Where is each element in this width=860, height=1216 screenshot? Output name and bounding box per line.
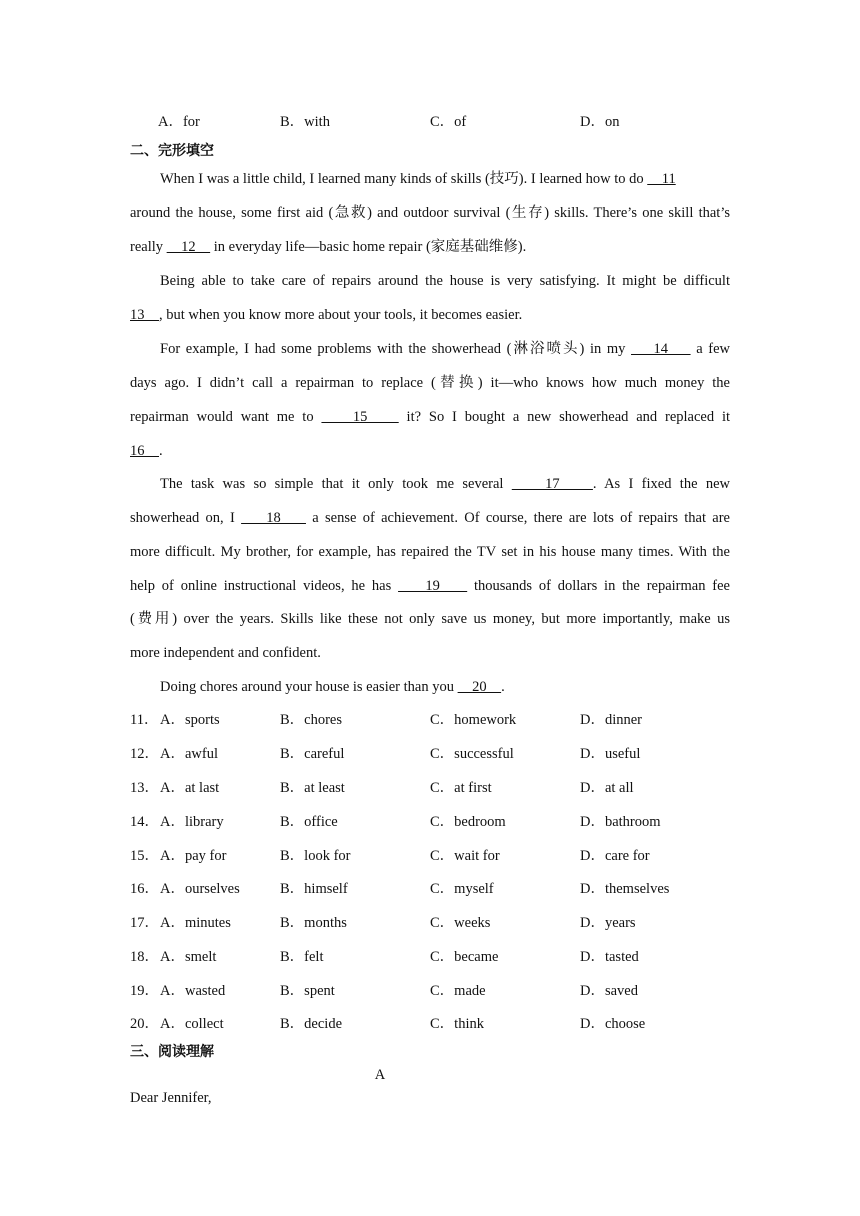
passage-line: repairman would want me to 15 it? So I bought a new showerhead and replaced it [130,409,731,425]
option-c: C．think [430,1016,484,1032]
section-heading-reading: 三、阅读理解 [130,1044,214,1060]
passage-line: For example, I had some problems with the showerhead (淋浴喷头) in my 14 a few [160,341,730,357]
passage-line: (费用) over the years. Skills like these not only save us money, but more importantly, make us [130,611,730,627]
blank-12: 12 [166,239,211,255]
option-c: C．myself [430,881,494,897]
question-row: 17．A．minutes [130,915,231,931]
option-b: B．himself [280,881,348,897]
option-b: B．decide [280,1016,343,1032]
option-b: B．at least [280,780,345,796]
question-row: 14．A．library [130,814,224,830]
passage-line: around the house, some first aid (急救) and outdoor survival (生存) skills. There’s one skill that’s [130,205,730,221]
option-d: D．years [580,915,636,931]
option-c: C．bedroom [430,814,506,830]
blank-15: 15 [321,409,399,425]
option-d: D．at all [580,780,634,796]
option-d: D．dinner [580,712,643,728]
option-d: D．themselves [580,881,670,897]
option-b: B．spent [280,983,335,999]
blank-11: 11 [647,171,676,187]
option-c: C．became [430,949,499,965]
question-row: 15．A．pay for [130,848,227,864]
question-row: 12．A．awful [130,746,218,762]
passage-line: really 12 in everyday life—basic home repair (家庭基础维修). [130,239,527,255]
question-row: 13．A．at last [130,780,220,796]
question-row: 20．A．collect [130,1016,224,1032]
option-c: C．successful [430,746,514,762]
option-b: B．office [280,814,338,830]
question-row: 16．A．ourselves [130,881,240,897]
option-d: D．choose [580,1016,646,1032]
section-heading-cloze: 二、完形填空 [130,143,214,159]
option-d: D．useful [580,746,641,762]
option-c: C．homework [430,712,517,728]
passage-line: Doing chores around your house is easier than you 20 . [160,679,505,695]
question-row: 19．A．wasted [130,983,226,999]
option-d: D．bathroom [580,814,661,830]
blank-13: 13 [130,307,159,323]
blank-16: 16 [130,443,159,459]
blank-14: 14 [631,341,691,357]
passage-line: Being able to take care of repairs around the house is very satisfying. It might be difficult [160,273,730,289]
passage-line: 16 . [130,443,163,459]
option-d: D．saved [580,983,638,999]
option-b: B．look for [280,848,351,864]
option-d: D．tasted [580,949,639,965]
option-c: C．weeks [430,915,491,931]
passage-line: The task was so simple that it only took me several 17 . As I fixed the new [160,476,731,492]
option-d: D．on [580,114,620,130]
passage-line: days ago. I didn’t call a repairman to replace (替换) it—who knows how much money the [130,375,730,391]
option-a: A．for [158,114,200,130]
question-row: 11． A．sports [130,712,220,728]
blank-20: 20 [457,679,502,695]
option-b: B．with [280,114,330,130]
letter-salutation: Dear Jennifer, [130,1090,212,1106]
blank-17: 17 [511,476,593,492]
option-b: B．chores [280,712,343,728]
option-d: D．care for [580,848,650,864]
blank-18: 18 [241,510,306,526]
option-b: B．felt [280,949,324,965]
option-c: C．wait for [430,848,500,864]
option-c: C．at first [430,780,492,796]
option-c: C．of [430,114,467,130]
passage-line: showerhead on, I 18 a sense of achievement. Of course, there are lots of repairs that are [130,510,730,526]
passage-line: more independent and confident. [130,645,321,661]
option-b: B．months [280,915,347,931]
blank-19: 19 [398,578,468,594]
passage-line: 13 , but when you know more about your tools, it becomes easier. [130,307,523,323]
passage-line: more difficult. My brother, for example, has repaired the TV set in his house many times. With the [130,544,730,560]
passage-line: help of online instructional videos, he has 19 thousands of dollars in the repairman fee [130,578,730,594]
question-row: 18．A．smelt [130,949,217,965]
passage-line: When I was a little child, I learned many kinds of skills (技巧). I learned how to do 11 [160,171,676,187]
option-b: B．careful [280,746,345,762]
passage-letter: A [374,1067,386,1083]
option-c: C．made [430,983,486,999]
